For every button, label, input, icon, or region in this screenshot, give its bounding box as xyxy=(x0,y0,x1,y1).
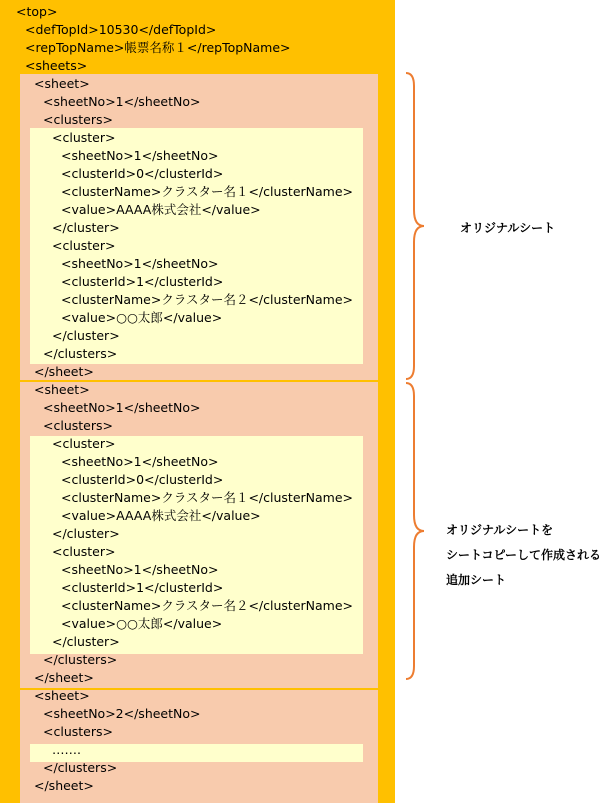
xml-line: <sheetNo>1</sheetNo> xyxy=(61,562,219,577)
xml-line: <clusters> xyxy=(43,112,113,127)
xml-line: <value>AAAA株式会社</value> xyxy=(61,202,261,217)
xml-line: <clusterId>1</clusterId> xyxy=(61,274,224,289)
xml-line: </clusters> xyxy=(43,346,118,361)
xml-line: </cluster> xyxy=(52,220,120,235)
xml-line: <clusterId>0</clusterId> xyxy=(61,166,224,181)
xml-line: <sheetNo>1</sheetNo> xyxy=(43,94,201,109)
label-copy-sheet-line3: 追加シート xyxy=(446,573,507,587)
xml-line: <sheet> xyxy=(34,76,90,91)
xml-line: </clusters> xyxy=(43,652,118,667)
xml-line: <sheets> xyxy=(25,58,88,73)
xml-line: <cluster> xyxy=(52,436,116,451)
xml-line: <clusterName>クラスター名１</clusterName> xyxy=(61,490,354,505)
xml-line: <sheet> xyxy=(34,382,90,397)
xml-line: </cluster> xyxy=(52,634,120,649)
label-original-sheet: オリジナルシート xyxy=(460,221,556,235)
xml-line: <clusterId>0</clusterId> xyxy=(61,472,224,487)
label-copy-sheet-line1: オリジナルシートを xyxy=(446,523,554,537)
xml-line: <sheetNo>2</sheetNo> xyxy=(43,706,201,721)
xml-line: <sheet> xyxy=(34,688,90,703)
brace-original xyxy=(400,70,430,382)
xml-line: <value>AAAA株式会社</value> xyxy=(61,508,261,523)
xml-line: <sheetNo>1</sheetNo> xyxy=(61,256,219,271)
xml-line: <clusterId>1</clusterId> xyxy=(61,580,224,595)
xml-line: </clusters> xyxy=(43,760,118,775)
xml-line: <cluster> xyxy=(52,130,116,145)
xml-line: <cluster> xyxy=(52,238,116,253)
xml-line: <clusterName>クラスター名２</clusterName> xyxy=(61,292,354,307)
xml-line: <clusterName>クラスター名２</clusterName> xyxy=(61,598,354,613)
xml-line: <top> xyxy=(16,4,58,19)
xml-line: ……. xyxy=(52,742,81,757)
xml-line: <repTopName>帳票名称１</repTopName> xyxy=(25,40,291,55)
xml-line: </sheet> xyxy=(34,670,94,685)
xml-line: <clusterName>クラスター名１</clusterName> xyxy=(61,184,354,199)
xml-line: <clusters> xyxy=(43,724,113,739)
brace-copy xyxy=(400,380,430,682)
xml-line: <value>○○太郎</value> xyxy=(61,616,223,631)
xml-line: </cluster> xyxy=(52,526,120,541)
xml-line: </sheet> xyxy=(34,778,94,793)
xml-line: </cluster> xyxy=(52,328,120,343)
xml-line: <defTopId>10530</defTopId> xyxy=(25,22,217,37)
xml-line: <clusters> xyxy=(43,418,113,433)
xml-line: <cluster> xyxy=(52,544,116,559)
label-copy-sheet-line2: シートコピーして作成される xyxy=(446,548,602,562)
xml-line: <value>○○太郎</value> xyxy=(61,310,223,325)
xml-line: </sheet> xyxy=(34,364,94,379)
xml-line: <sheetNo>1</sheetNo> xyxy=(61,454,219,469)
xml-line: <sheetNo>1</sheetNo> xyxy=(43,400,201,415)
xml-line: <sheetNo>1</sheetNo> xyxy=(61,148,219,163)
